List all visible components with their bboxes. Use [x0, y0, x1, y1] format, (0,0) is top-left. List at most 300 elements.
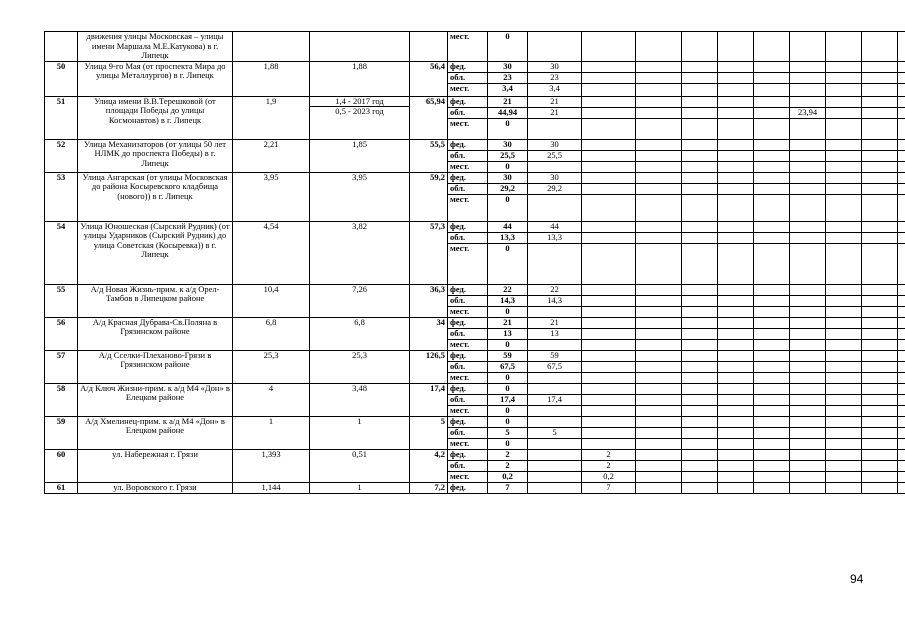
year-2025-amount [862, 232, 898, 243]
year-2019-amount [636, 317, 682, 328]
year-2020-amount [682, 339, 718, 350]
road-name: А/д Хмелинец-прим. к а/д М4 «Дон» в Елецком районе [78, 416, 233, 449]
year-2021-amount [718, 243, 754, 284]
year-2017-amount [528, 449, 582, 460]
table-row [45, 221, 905, 232]
year-2022-amount [754, 83, 790, 96]
road-name: А/д Новая Жизнь-прим. к а/д Орел-Тамбов в Липецком районе [78, 284, 233, 317]
year-2022-amount [754, 232, 790, 243]
year-2025-amount [862, 83, 898, 96]
budget-level: фед. [448, 317, 488, 328]
year-2023-amount [790, 96, 826, 107]
row-number: 56 [45, 317, 78, 350]
year-2026-amount [898, 350, 905, 361]
year-2024-amount [826, 150, 862, 161]
year-2026-amount [898, 172, 905, 183]
year-2022-amount [754, 172, 790, 183]
year-2024-amount [826, 328, 862, 339]
year-2019-amount [636, 372, 682, 383]
length-repair-km [310, 482, 410, 493]
year-2020-amount [682, 194, 718, 221]
year-2017-amount [528, 482, 582, 493]
length-repair-value: 1 [357, 482, 362, 492]
total-amount: 5 [410, 416, 448, 449]
year-2020-amount [682, 32, 718, 62]
budget-amount: 23 [488, 72, 528, 83]
table-row [45, 284, 905, 295]
year-2025-amount [862, 72, 898, 83]
year-2018-amount: 2 [582, 449, 636, 460]
year-2022-amount [754, 339, 790, 350]
year-2021-amount [718, 471, 754, 482]
year-2019-amount [636, 107, 682, 118]
year-2021-amount [718, 83, 754, 96]
year-2019-amount [636, 449, 682, 460]
year-2020-amount [682, 350, 718, 361]
length-repair-value: 1 [357, 416, 362, 426]
year-2018-amount [582, 405, 636, 416]
year-2018-amount [582, 96, 636, 107]
year-2020-amount [682, 460, 718, 471]
year-2022-amount [754, 284, 790, 295]
length-total-value: 1,393 [261, 449, 281, 459]
year-2017-amount [528, 339, 582, 350]
year-2019-amount [636, 194, 682, 221]
year-2023-amount [790, 284, 826, 295]
year-2025-amount [862, 405, 898, 416]
year-2017-amount: 21 [528, 96, 582, 107]
length-total-value: 1 [268, 416, 274, 426]
year-2023-amount [790, 306, 826, 317]
year-2021-amount [718, 61, 754, 72]
length-total-km [233, 61, 310, 96]
length-total-km [233, 172, 310, 221]
year-2024-amount [826, 427, 862, 438]
length-repair-km [310, 221, 410, 284]
length-total-km [233, 221, 310, 284]
year-2026-amount [898, 295, 905, 306]
budget-amount: 0 [488, 383, 528, 394]
year-2019-amount [636, 139, 682, 150]
length-total-value: 1,9 [265, 96, 277, 106]
year-2024-amount [826, 317, 862, 328]
year-2026-amount [898, 394, 905, 405]
length-total-km [233, 32, 310, 62]
year-2022-amount [754, 295, 790, 306]
year-2022-amount [754, 460, 790, 471]
length-repair-km [310, 61, 410, 96]
budget-level: обл. [448, 460, 488, 471]
budget-level: фед. [448, 449, 488, 460]
budget-amount: 30 [488, 61, 528, 72]
row-number: 58 [45, 383, 78, 416]
year-2020-amount [682, 118, 718, 139]
year-2025-amount [862, 183, 898, 194]
year-2018-amount [582, 107, 636, 118]
year-2024-amount [826, 438, 862, 449]
year-2026-amount [898, 361, 905, 372]
year-2018-amount [582, 383, 636, 394]
row-number: 54 [45, 221, 78, 284]
budget-amount: 22 [488, 284, 528, 295]
year-2018-amount [582, 394, 636, 405]
year-2023-amount [790, 482, 826, 493]
year-2023-amount [790, 221, 826, 232]
year-2023-amount [790, 118, 826, 139]
year-2020-amount [682, 405, 718, 416]
table-row [45, 172, 905, 183]
year-2024-amount [826, 471, 862, 482]
length-total-km [233, 449, 310, 482]
year-2026-amount [898, 284, 905, 295]
year-2025-amount [862, 471, 898, 482]
year-2017-amount: 14,3 [528, 295, 582, 306]
year-2022-amount [754, 306, 790, 317]
year-2017-amount: 25,5 [528, 150, 582, 161]
budget-level: мест. [448, 405, 488, 416]
budget-level: мест. [448, 339, 488, 350]
year-2026-amount [898, 96, 905, 107]
length-total-km [233, 350, 310, 383]
total-amount: 4,2 [410, 449, 448, 482]
year-2023-amount [790, 405, 826, 416]
year-2024-amount [826, 306, 862, 317]
budget-amount: 0 [488, 438, 528, 449]
year-2020-amount [682, 361, 718, 372]
year-2025-amount [862, 139, 898, 150]
budget-level: обл. [448, 107, 488, 118]
year-2017-amount [528, 372, 582, 383]
year-2020-amount [682, 394, 718, 405]
year-2018-amount [582, 372, 636, 383]
year-2021-amount [718, 427, 754, 438]
budget-amount: 0 [488, 32, 528, 62]
road-name: Улица имени В.В.Терешковой (от площади Победы до улицы Космонавтов) в г. Липецк [78, 96, 233, 139]
budget-level: мест. [448, 471, 488, 482]
year-2024-amount [826, 83, 862, 96]
year-2022-amount [754, 107, 790, 118]
year-2019-amount [636, 482, 682, 493]
year-2019-amount [636, 243, 682, 284]
year-2019-amount [636, 405, 682, 416]
length-repair-km [310, 416, 410, 449]
year-2019-amount [636, 83, 682, 96]
budget-amount: 14,3 [488, 295, 528, 306]
year-2021-amount [718, 339, 754, 350]
row-number: 59 [45, 416, 78, 449]
year-2024-amount [826, 32, 862, 62]
year-2017-amount: 17,4 [528, 394, 582, 405]
length-total-value: 6,8 [265, 317, 277, 327]
row-number: 50 [45, 61, 78, 96]
year-2020-amount [682, 383, 718, 394]
budget-amount: 0 [488, 118, 528, 139]
year-2025-amount [862, 339, 898, 350]
year-2021-amount [718, 118, 754, 139]
year-2020-amount [682, 372, 718, 383]
length-repair-km [310, 383, 410, 416]
year-2022-amount [754, 72, 790, 83]
length-total-km [233, 139, 310, 172]
year-2025-amount [862, 350, 898, 361]
row-number: 55 [45, 284, 78, 317]
total-amount: 126,5 [410, 350, 448, 383]
year-2021-amount [718, 394, 754, 405]
year-2021-amount [718, 161, 754, 172]
year-2017-amount [528, 32, 582, 62]
length-repair-value: 3,48 [352, 383, 367, 393]
road-name: А/д Красная Дубрава-Св.Поляна в Грязинском районе [78, 317, 233, 350]
year-2018-amount [582, 295, 636, 306]
year-2021-amount [718, 383, 754, 394]
year-2023-amount [790, 61, 826, 72]
year-2017-amount [528, 243, 582, 284]
year-2021-amount [718, 460, 754, 471]
budget-level: мест. [448, 372, 488, 383]
year-2019-amount [636, 460, 682, 471]
year-2021-amount [718, 139, 754, 150]
table-row [45, 317, 905, 328]
year-2018-amount [582, 150, 636, 161]
year-2024-amount [826, 96, 862, 107]
year-2019-amount [636, 328, 682, 339]
year-2018-amount [582, 139, 636, 150]
length-total-value: 4 [268, 383, 274, 393]
budget-level: обл. [448, 183, 488, 194]
budget-level: фед. [448, 221, 488, 232]
year-2025-amount [862, 449, 898, 460]
year-2021-amount [718, 350, 754, 361]
year-2020-amount [682, 427, 718, 438]
year-2018-amount [582, 350, 636, 361]
budget-amount: 7 [488, 482, 528, 493]
budget-amount: 0 [488, 372, 528, 383]
year-2022-amount [754, 161, 790, 172]
year-2019-amount [636, 172, 682, 183]
row-number: 52 [45, 139, 78, 172]
budget-amount: 0,2 [488, 471, 528, 482]
year-2024-amount [826, 232, 862, 243]
year-2019-amount [636, 72, 682, 83]
year-2020-amount [682, 172, 718, 183]
year-2025-amount [862, 416, 898, 427]
row-number [45, 32, 78, 62]
year-2018-amount [582, 243, 636, 284]
budget-level: обл. [448, 150, 488, 161]
year-2026-amount [898, 427, 905, 438]
budget-amount: 2 [488, 449, 528, 460]
year-2018-amount [582, 183, 636, 194]
year-2017-amount: 23 [528, 72, 582, 83]
year-2020-amount [682, 72, 718, 83]
year-2023-amount [790, 317, 826, 328]
year-2021-amount [718, 107, 754, 118]
road-name: ул. Набережная г. Грязи [78, 449, 233, 482]
year-2025-amount [862, 306, 898, 317]
year-2017-amount [528, 161, 582, 172]
year-2026-amount [898, 83, 905, 96]
budget-level: фед. [448, 139, 488, 150]
budget-amount: 0 [488, 339, 528, 350]
year-2025-amount [862, 96, 898, 107]
year-2026-amount [898, 372, 905, 383]
year-2021-amount [718, 317, 754, 328]
length-total-km [233, 383, 310, 416]
year-2025-amount [862, 32, 898, 62]
year-2022-amount [754, 118, 790, 139]
year-2019-amount [636, 295, 682, 306]
year-2020-amount [682, 221, 718, 232]
table-row [45, 350, 905, 361]
year-2022-amount [754, 328, 790, 339]
budget-amount: 0 [488, 405, 528, 416]
budget-amount: 3,4 [488, 83, 528, 96]
year-2020-amount [682, 416, 718, 427]
budget-level: фед. [448, 284, 488, 295]
year-2017-amount: 29,2 [528, 183, 582, 194]
budget-amount: 17,4 [488, 394, 528, 405]
year-2019-amount [636, 438, 682, 449]
year-2024-amount [826, 394, 862, 405]
year-2026-amount [898, 221, 905, 232]
year-2021-amount [718, 405, 754, 416]
year-2023-amount [790, 139, 826, 150]
year-2018-amount: 2 [582, 460, 636, 471]
budget-amount: 0 [488, 306, 528, 317]
year-2022-amount [754, 61, 790, 72]
year-2024-amount [826, 416, 862, 427]
year-2024-amount [826, 383, 862, 394]
length-total-km [233, 317, 310, 350]
year-2023-amount [790, 183, 826, 194]
length-repair-km [310, 139, 410, 172]
row-number: 61 [45, 482, 78, 493]
length-repair-value: 0,51 [352, 449, 367, 459]
budget-level: мест. [448, 306, 488, 317]
year-2020-amount [682, 482, 718, 493]
table-row [45, 139, 905, 150]
road-name: Улица Ангарская (от улицы Московская до района Косыревского кладбища (нового)) в г. Липецк [78, 172, 233, 221]
table-row [45, 32, 905, 62]
budget-level: мест. [448, 118, 488, 139]
year-2023-amount [790, 172, 826, 183]
length-repair-value: 6,8 [354, 317, 365, 327]
year-2021-amount [718, 284, 754, 295]
year-2017-amount [528, 383, 582, 394]
total-amount: 36,3 [410, 284, 448, 317]
budget-level: обл. [448, 394, 488, 405]
length-repair-value: 0,5 - 2023 год [310, 106, 409, 117]
year-2020-amount [682, 107, 718, 118]
year-2026-amount [898, 61, 905, 72]
year-2023-amount [790, 350, 826, 361]
budget-level: фед. [448, 96, 488, 107]
year-2023-amount [790, 383, 826, 394]
year-2025-amount [862, 150, 898, 161]
year-2024-amount [826, 361, 862, 372]
year-2019-amount [636, 221, 682, 232]
year-2023-amount [790, 194, 826, 221]
year-2025-amount [862, 372, 898, 383]
year-2026-amount [898, 183, 905, 194]
budget-level: фед. [448, 416, 488, 427]
year-2023-amount [790, 438, 826, 449]
year-2018-amount [582, 61, 636, 72]
budget-level: фед. [448, 350, 488, 361]
year-2023-amount [790, 150, 826, 161]
year-2021-amount [718, 232, 754, 243]
length-repair-value: 1,4 - 2017 год [335, 96, 384, 106]
year-2020-amount [682, 243, 718, 284]
year-2024-amount [826, 243, 862, 284]
year-2020-amount [682, 232, 718, 243]
year-2024-amount [826, 284, 862, 295]
year-2021-amount [718, 372, 754, 383]
length-repair-value: 3,95 [352, 172, 367, 182]
table-row [45, 482, 905, 493]
row-number: 57 [45, 350, 78, 383]
total-amount: 57,3 [410, 221, 448, 284]
year-2020-amount [682, 438, 718, 449]
year-2019-amount [636, 32, 682, 62]
year-2019-amount [636, 150, 682, 161]
budget-level: обл. [448, 232, 488, 243]
year-2017-amount [528, 460, 582, 471]
year-2020-amount [682, 328, 718, 339]
year-2024-amount [826, 118, 862, 139]
year-2026-amount [898, 150, 905, 161]
year-2021-amount [718, 150, 754, 161]
year-2022-amount [754, 32, 790, 62]
year-2025-amount [862, 172, 898, 183]
year-2024-amount [826, 339, 862, 350]
year-2018-amount: 0,2 [582, 471, 636, 482]
year-2017-amount [528, 471, 582, 482]
budget-amount: 0 [488, 416, 528, 427]
year-2018-amount [582, 72, 636, 83]
year-2022-amount [754, 317, 790, 328]
length-repair-km [310, 172, 410, 221]
year-2018-amount [582, 438, 636, 449]
year-2021-amount [718, 416, 754, 427]
budget-level: фед. [448, 482, 488, 493]
year-2017-amount [528, 194, 582, 221]
year-2018-amount [582, 284, 636, 295]
year-2017-amount: 30 [528, 139, 582, 150]
year-2025-amount [862, 460, 898, 471]
length-repair-value: 25,3 [352, 350, 367, 360]
total-amount: 59,2 [410, 172, 448, 221]
year-2024-amount [826, 161, 862, 172]
total-amount: 65,94 [410, 96, 448, 139]
year-2022-amount [754, 405, 790, 416]
length-repair-km [310, 32, 410, 62]
year-2018-amount [582, 83, 636, 96]
row-number: 51 [45, 96, 78, 139]
year-2017-amount: 13 [528, 328, 582, 339]
total-amount: 56,4 [410, 61, 448, 96]
road-name: Улица Юношеская (Сырский Рудник) (от улицы Ударников (Сырский Рудник) до улица Советская (Косыревка)) в г. Липецк [78, 221, 233, 284]
year-2017-amount: 5 [528, 427, 582, 438]
year-2025-amount [862, 482, 898, 493]
year-2025-amount [862, 118, 898, 139]
year-2024-amount [826, 405, 862, 416]
year-2025-amount [862, 328, 898, 339]
total-amount: 7,2 [410, 482, 448, 493]
year-2021-amount [718, 482, 754, 493]
year-2021-amount [718, 32, 754, 62]
year-2024-amount [826, 295, 862, 306]
